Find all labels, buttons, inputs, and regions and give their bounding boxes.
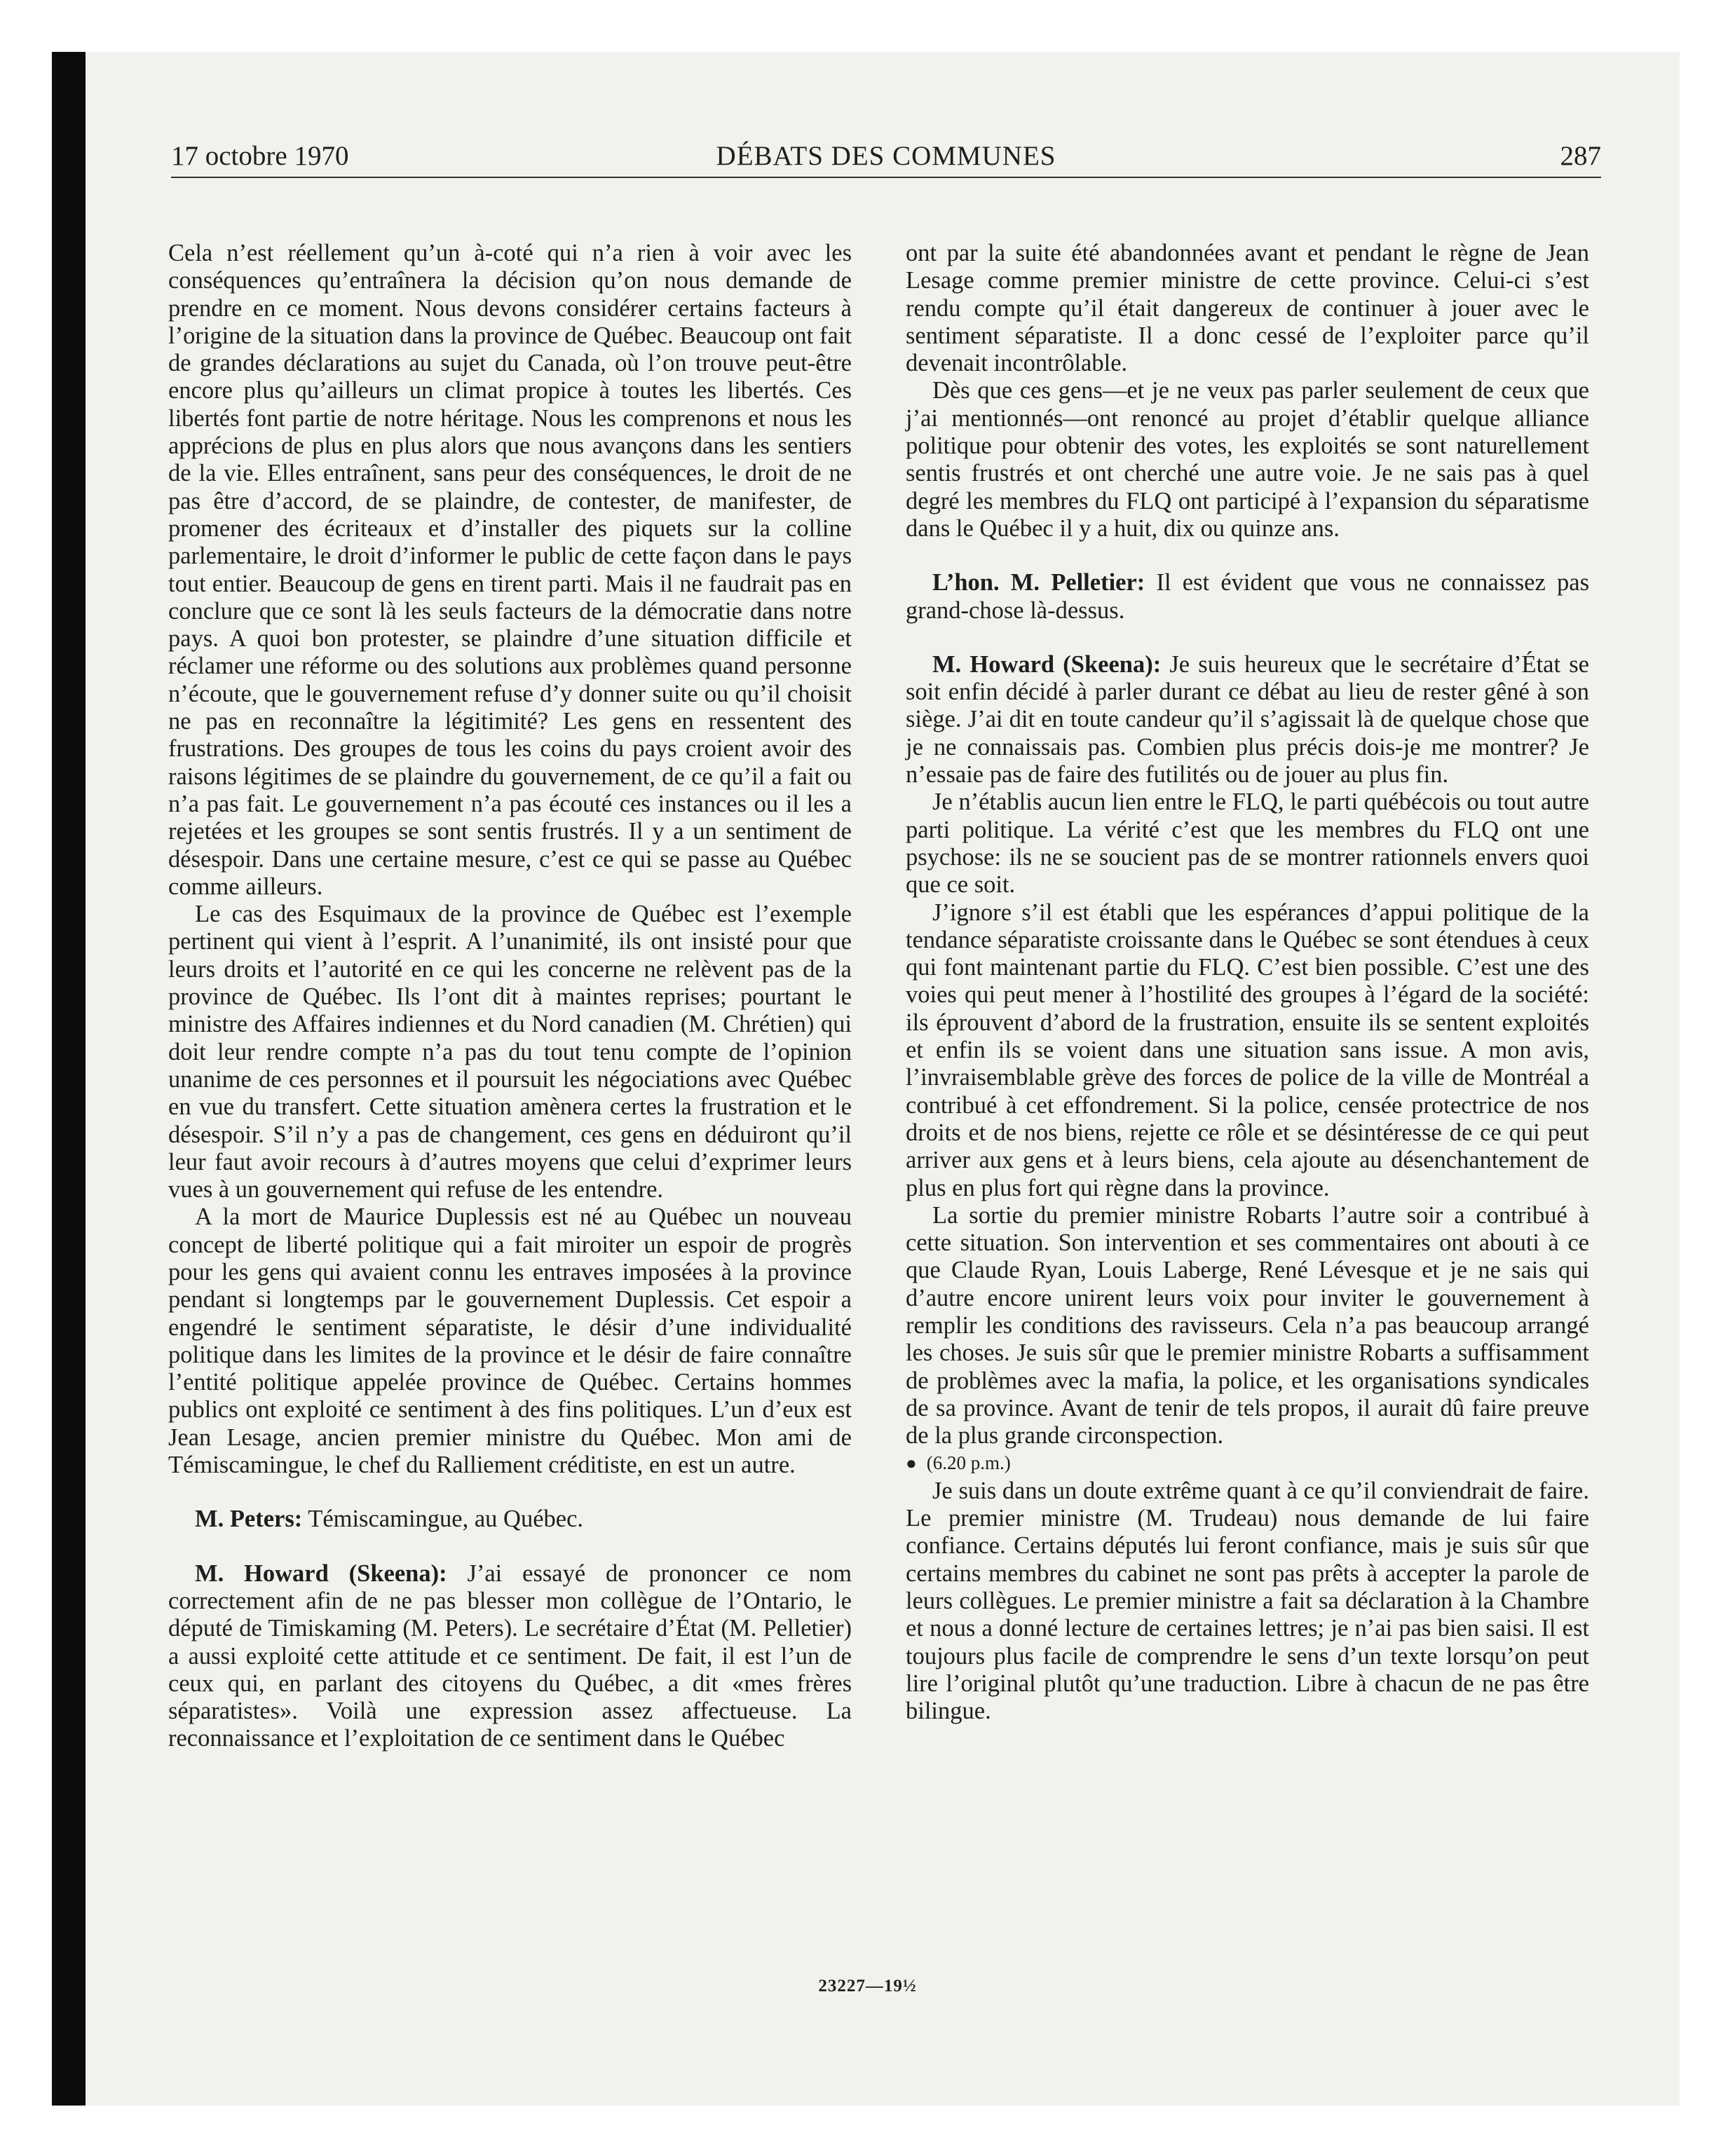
speech [168,1506,852,1533]
paragraph: ont par la suite été abandonnées avant et pendant le règne de Jean Lesage comme premier ministre de cette province. Celui-ci s’est rendu compte qu’il était dangereux de continuer à jouer avec le sentiment séparatiste. Il a donc cessé de l’exploiter parce qu’il devenait incontrôlable. [906,240,1589,377]
speaker-name: L’hon. M. Pelletier: [932,569,1145,596]
running-header [171,140,1601,182]
speaker-name: M. Howard (Skeena): [932,650,1162,678]
timestamp [906,1449,1589,1477]
page-number: 287 [1560,141,1601,171]
header-title: DÉBATS DES COMMUNES [716,141,1056,171]
header-rule [171,177,1601,178]
right-column [906,240,1589,1725]
speaker-name: M. Peters: [195,1506,303,1533]
speech [906,651,1589,789]
paragraph: A la mort de Maurice Duplessis est né au Québec un nouveau concept de liberté politique qui a fait miroiter un espoir de progrès pour les gens qui avaient connu les entraves imposées à la province pendant si longtemps par le gouvernement Duplessis. Cet espoir a engendré le sentiment séparatiste, le désir d’une individualité politique dans les limites de la province et le désir de faire connaître l’entité politique appelée province de Québec. Certains hommes publics ont exploité ce sentiment à des fins politiques. L’un d’eux est Jean Lesage, ancien premier ministre du Québec. Mon ami de Témiscamingue, le chef du Ralliement créditiste, en est un autre. [168,1203,852,1479]
speech-text: Témiscamingue, au Québec. [308,1506,584,1533]
bullet-icon: ● [906,1453,917,1474]
paragraph: Cela n’est réellement qu’un à-coté qui n’a rien à voir avec les conséquences qu’entraînera la décision qu’on nous demande de prendre en ce moment. Nous devons considérer certains facteurs à l’origine de la situation dans la province de Québec. Beaucoup ont fait de grandes déclarations au sujet du Canada, où l’on trouve peut-être encore plus qu’ailleurs un climat propice à toutes les libertés. Ces libertés font partie de notre héritage. Nous les comprenons et nous les apprécions de plus en plus alors que nous avançons dans les sentiers de la vie. Elles entraînent, sans peur des conséquences, le droit de ne pas être d’accord, de se plaindre, de contester, de manifester, de promener des écriteaux et d’installer des piquets sur la colline parlementaire, le droit d’informer le public de cette façon dans le pays tout entier. Beaucoup de gens en tirent parti. Mais il ne faudrait pas en conclure que ce sont là les seuls facteurs de la démocratie dans notre pays. A quoi bon protester, se plaindre d’une situation difficile et réclamer une réforme ou des solutions aux problèmes quand personne n’écoute, que le gouvernement refuse d’y donner suite ou qu’il choisit ne pas en reconnaître la légitimité? Les gens en ressentent des frustrations. Des groupes de tous les coins du pays croient avoir des raisons légitimes de se plaindre du gouvernement, de ce qu’il a fait ou n’a pas fait. Le gouvernement n’a pas écouté ces instances ou il les a rejetées et les groupes se sont sentis frustrés. Il y a un sentiment de désespoir. Dans une certaine mesure, c’est ce qui se passe au Québec comme ailleurs. [168,240,852,900]
page-binding-edge [52,52,86,2106]
speech [906,569,1589,625]
speech [168,1560,852,1753]
paragraph: Je n’établis aucun lien entre le FLQ, le parti québécois ou tout autre parti politique. La vérité c’est que les membres du FLQ ont une psychose: ils ne se soucient pas de se montrer rationnels envers quoi que ce soit. [906,789,1589,899]
timestamp-text: (6.20 p.m.) [926,1452,1011,1474]
speech-text: J’ai essayé de prononcer ce nom correctement afin de ne pas blesser mon collègue de l’Ontario, le député de Timiskaming (M. Peters). Le secrétaire d’État (M. Pelletier) a aussi exploité cette attitude et ce sentiment. De fait, il est l’un de ceux qui, en parlant des citoyens du Québec, a dit «mes frères séparatistes». Voilà une expression assez affectueuse. La reconnaissance et l’exploitation de ce sentiment dans le Québec [168,1560,852,1752]
paragraph: Le cas des Esquimaux de la province de Québec est l’exemple pertinent qui vient à l’esprit. A l’unanimité, ils ont insisté pour que leurs droits et l’autorité en ce qui les concerne ne relèvent pas de la province de Québec. Ils l’ont dit à maintes reprises; pourtant le ministre des Affaires indiennes et du Nord canadien (M. Chrétien) qui doit leur rendre compte n’a pas du tout tenu compte de l’opinion unanime de ces personnes et il poursuit les négociations avec Québec en vue du transfert. Cette situation amènera certes la frustration et le désespoir. S’il n’y a pas de changement, ces gens en déduiront qu’il leur faut avoir recours à d’autres moyens que celui d’exprimer leurs vues à un gouvernement qui refuse de les entendre. [168,901,852,1203]
speech-text: Il est évident que vous ne connaissez pas grand-chose là-dessus. [906,569,1589,624]
footer-code: 23227—19½ [818,1977,917,1995]
speaker-name: M. Howard (Skeena): [195,1560,447,1587]
left-column [168,240,852,1753]
speech-text: Je suis heureux que le secrétaire d’État se soit enfin décidé à parler durant ce débat au lieu de rester gêné à son siège. J’ai dit en toute candeur qu’il s’agissait là de quelque chose que je ne connaissais pas. Combien plus précis dois-je me montrer? Je n’essaie pas de faire des futilités ou de jouer au plus fin. [906,650,1589,789]
header-date: 17 octobre 1970 [171,141,349,171]
paragraph: J’ignore s’il est établi que les espérances d’appui politique de la tendance séparatiste croissante dans le Québec se sont étendues à ceux qui font maintenant partie du FLQ. C’est bien possible. C’est une des voies qui peut mener à l’hostilité des groupes à l’égard de la société: ils éprouvent d’abord de la frustration, ensuite ils se sentent exploités et enfin ils se voient dans une situation sans issue. A mon avis, l’invraisemblable grève des forces de police de la ville de Montréal a contribué à cet effondrement. Si la police, censée protectrice de nos droits et de nos biens, rejette ce rôle et se désintéresse de ce qui peut arriver aux gens et à leurs biens, cela ajoute au désenchantement de plus en plus fort qui règne dans la province. [906,899,1589,1201]
paragraph: Je suis dans un doute extrême quant à ce qu’il conviendrait de faire. Le premier ministre (M. Trudeau) nous demande de lui faire confiance. Certains députés lui feront confiance, mais je suis sûr que certains membres du cabinet ne sont pas prêts à accepter la parole de leurs collègues. Le premier ministre a fait sa déclaration à la Chambre et nous a donné lecture de certaines lettres; je n’ai pas bien saisi. Il est toujours plus facile de comprendre le sens d’un texte lorsqu’on peut lire l’original plutôt qu’une traduction. Libre à chacun de ne pas être bilingue. [906,1477,1589,1725]
paragraph: La sortie du premier ministre Robarts l’autre soir a contribué à cette situation. Son intervention et ses commentaires ont abouti à ce que Claude Ryan, Louis Laberge, René Lévesque et je ne sais qui d’autre encore unirent leurs voix pour inviter le gouvernement à remplir les conditions des ravisseurs. Cela n’a pas beaucoup arrangé les choses. Je suis sûr que le premier ministre Robarts a suffisamment de problèmes avec la mafia, la police, et les organisations syndicales de sa province. Avant de tenir de tels propos, il aurait dû faire preuve de la plus grande circonspection. [906,1201,1589,1449]
paragraph: Dès que ces gens—et je ne veux pas parler seulement de ceux que j’ai mentionnés—ont renoncé au projet d’établir quelque alliance politique pour obtenir des votes, les exploités se sont naturellement sentis frustrés et ont cherché une autre voie. Je ne sais pas à quel degré les membres du FLQ ont participé à l’expansion du séparatisme dans le Québec il y a huit, dix ou quinze ans. [906,377,1589,542]
